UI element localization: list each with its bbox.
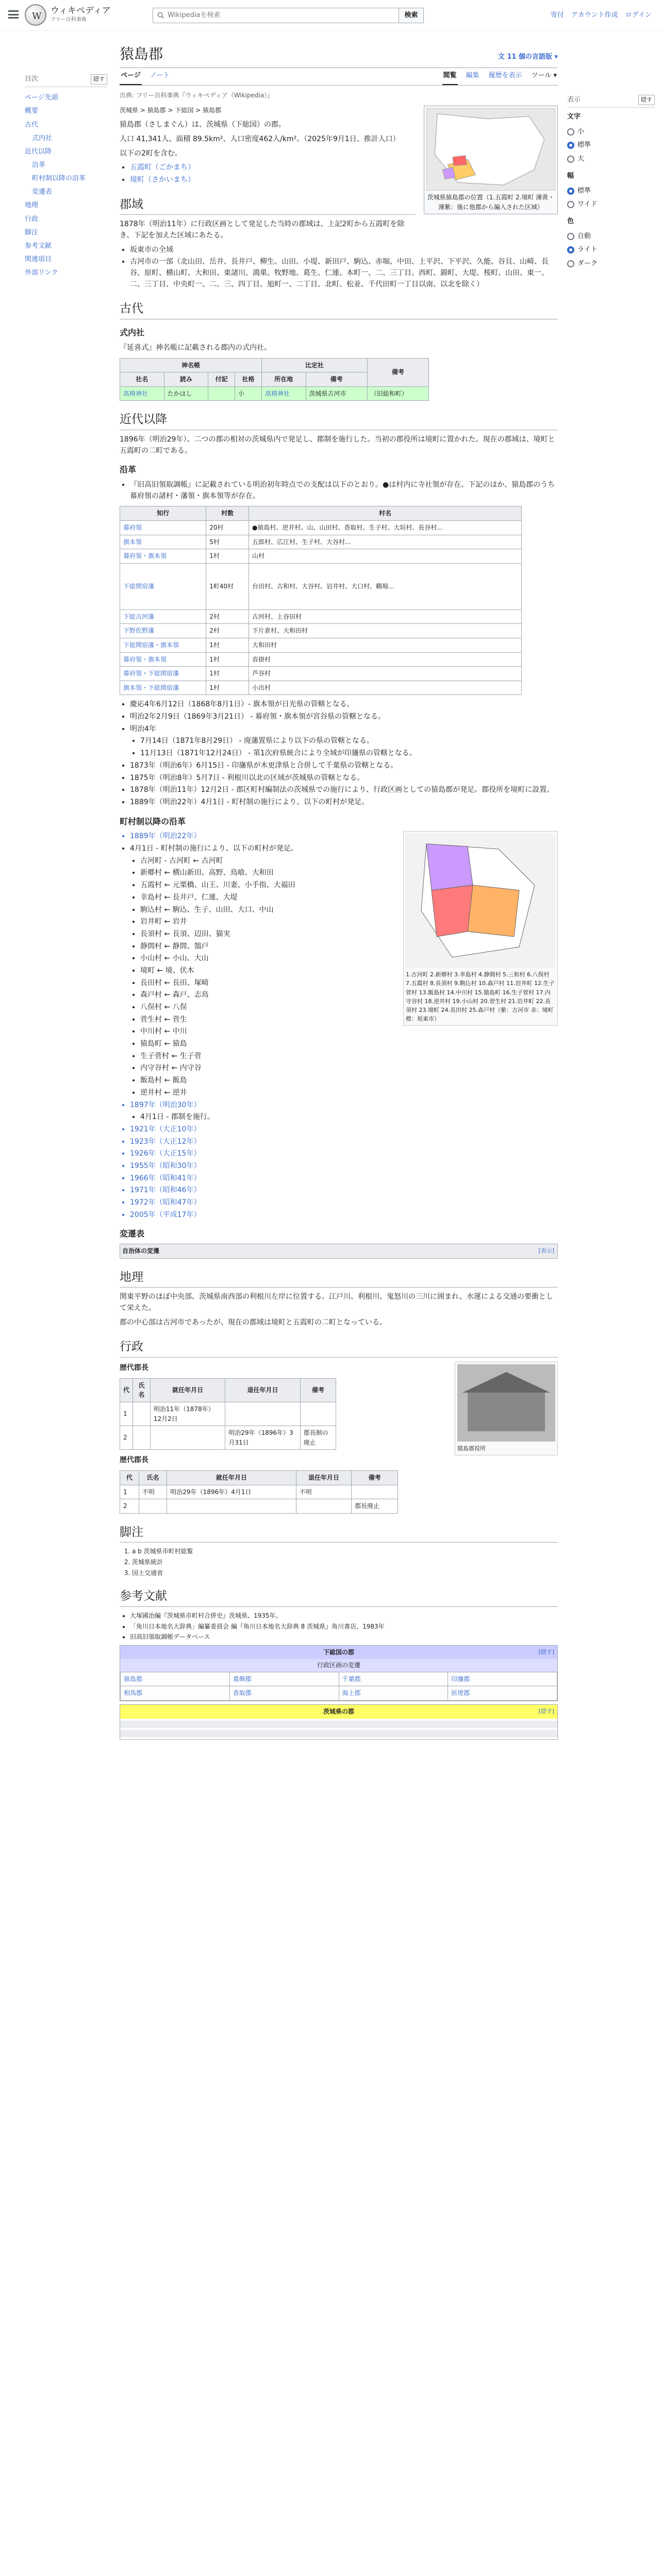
subsection-heading-history: 沿革 bbox=[120, 465, 137, 475]
toc-item-related[interactable]: 関連項目 bbox=[25, 256, 52, 264]
navbox-table bbox=[120, 1672, 557, 1701]
table-row: 2 明治29年（1896年）3月31日 郡長制の廃止 bbox=[120, 1426, 336, 1450]
list-item: • 1889年（明治22年） bbox=[130, 831, 558, 842]
appearance-panel bbox=[567, 93, 655, 270]
list-item: • 慶応4年6月12日（1868年8月1日）- 旗本領が日光県の管轄となる。 bbox=[130, 699, 558, 710]
navbox-ibaraki-title[interactable]: 茨城県の郡 [隠す] bbox=[120, 1705, 557, 1719]
office-photo-caption: 猿島郡役所 bbox=[457, 1445, 486, 1452]
table-header: 所在地 bbox=[261, 372, 306, 387]
table-row: 幕府領 20村 ●猿島村、逆井村、山、山田村、香取村、生子村、大垣村、長谷村... bbox=[120, 521, 522, 535]
table-header: 氏名 bbox=[139, 1471, 167, 1485]
toc-item-admin[interactable]: 行政 bbox=[25, 215, 39, 223]
list-item: • 1966年（昭和41年） bbox=[130, 1173, 558, 1184]
appearance-heading: 表示 隠す bbox=[567, 93, 655, 108]
color-light[interactable]: ライト bbox=[567, 243, 655, 257]
search-placeholder: Wikipediaを検索 bbox=[168, 11, 221, 19]
table-header: 就任年月日 bbox=[167, 1471, 296, 1485]
navbox-ibaraki bbox=[120, 1704, 558, 1740]
list-item: • 7月14日（1871年8月29日） - 廃藩置県により以下の県の管轄となる。 bbox=[140, 736, 558, 747]
list-item: • 逆井村 ← 逆井 bbox=[140, 1088, 558, 1099]
table-header: 備考 bbox=[300, 1378, 336, 1402]
list-item: • 岩井町 ← 岩井 bbox=[140, 917, 558, 928]
list-item: • 1926年（大正15年） bbox=[130, 1148, 558, 1160]
navbox-ibaraki-toggle[interactable]: [隠す] bbox=[538, 1708, 554, 1715]
list-item: 1. a b 茨城県市町村総覧 bbox=[132, 1547, 558, 1556]
tab-read[interactable]: 閲覧 bbox=[442, 71, 458, 85]
list-item: • 1889年（明治22年）4月1日 - 町村制の施行により、以下の町村が発足。 bbox=[130, 797, 558, 808]
main-menu-icon[interactable] bbox=[8, 10, 19, 19]
shikinaisha-text: 『延喜式』神名帳に記載される郡内の式内社。 bbox=[120, 343, 271, 352]
width-wide[interactable]: ワイド bbox=[567, 198, 655, 211]
list-item[interactable]: • 境町（さかいまち） bbox=[130, 175, 558, 186]
location-map[interactable] bbox=[426, 108, 555, 191]
section-heading-admin: 行政 bbox=[120, 1337, 558, 1358]
table-header: 代 bbox=[120, 1471, 139, 1485]
shikinaisha-table bbox=[120, 358, 429, 401]
source-line: 出典: フリー百科事典『ウィキペディア（Wikipedia）』 bbox=[120, 92, 274, 99]
table-row: 1 不明 明治29年（1896年）4月1日 不明 bbox=[120, 1485, 398, 1499]
table-header: 備考 bbox=[367, 358, 428, 386]
list-item: • 1897年（明治30年） bbox=[130, 1100, 558, 1111]
subsection-heading-shikinaisha: 式内社 bbox=[120, 328, 145, 338]
text-size-small[interactable]: 小 bbox=[567, 125, 655, 139]
list-item: • 長須村 ← 長須、辺田、猫実 bbox=[140, 929, 558, 940]
list-item: • 1972年（昭和47年） bbox=[130, 1197, 558, 1209]
list-item: • 坂東市の全域 bbox=[130, 245, 558, 256]
toc-hide-button[interactable]: 隠す bbox=[91, 74, 107, 84]
navbox-title: 下総国の郡 [隠す] bbox=[120, 1646, 557, 1659]
toc-item-ancient[interactable]: 古代 bbox=[25, 121, 39, 129]
list-item: • 飯島村 ← 飯島 bbox=[140, 1075, 558, 1087]
section-heading-geography: 地理 bbox=[120, 1268, 558, 1288]
toc-heading: 目次 隠す bbox=[25, 72, 107, 87]
toc-item-notes[interactable]: 脚注 bbox=[25, 228, 39, 236]
page-tabs bbox=[120, 68, 558, 86]
color-auto[interactable]: 自動 bbox=[567, 230, 655, 243]
globe-icon bbox=[25, 4, 46, 26]
table-header: 備考 bbox=[306, 372, 367, 387]
navbox-row bbox=[120, 1730, 557, 1737]
list-item: • 古河町 - 古河町 ← 古河町 bbox=[140, 856, 558, 867]
login-link[interactable]: ログイン bbox=[625, 11, 652, 19]
chiefs-table-2 bbox=[120, 1470, 398, 1514]
modern-text: 1896年（明治29年）、二つの郡の相対の茨城県内で発足し、郡制を施行した。当初の郡役所は境町に置かれた。現在の郡域は、境町と五霞町の二町である。 bbox=[120, 435, 555, 455]
table-header: 退任年月日 bbox=[225, 1378, 300, 1402]
create-account-link[interactable]: アカウント作成 bbox=[571, 11, 618, 19]
navbox-row bbox=[120, 1721, 557, 1728]
tab-talk[interactable]: ノート bbox=[150, 72, 170, 80]
table-row: 幕府領・下総関宿藩 1村 芦谷村 bbox=[120, 667, 522, 681]
list-item: • 猿島町 ← 猿島 bbox=[140, 1039, 558, 1050]
list-item: • 境町 ← 境、伏木 bbox=[140, 965, 558, 977]
gun-list bbox=[130, 245, 558, 291]
tab-tools[interactable]: ツール ▾ bbox=[531, 72, 557, 80]
toc-item-towns[interactable]: 町村制以降の沿革 bbox=[32, 175, 86, 183]
donate-link[interactable]: 寄付 bbox=[550, 11, 564, 19]
table-header: 村数 bbox=[206, 506, 249, 521]
search-icon bbox=[157, 12, 164, 19]
width-heading: 幅 bbox=[567, 172, 574, 180]
search-form bbox=[153, 8, 424, 23]
search-button[interactable]: 検索 bbox=[399, 8, 424, 23]
list-item: 3. 国土交通省 bbox=[132, 1568, 558, 1578]
list-item: • 1873年（明治6年）6月15日 - 印旛県が木更津県と合併して千葉県の管轄となる。 bbox=[130, 760, 558, 772]
table-header: 氏名 bbox=[133, 1378, 151, 1402]
section-heading-modern: 近代以降 bbox=[120, 410, 558, 430]
table-row: 下野佐野藩 2村 下片倉村、大和田村 bbox=[120, 624, 522, 638]
list-item: • 新郷村 ← 横山新田、高野、鳥喰、大和田 bbox=[140, 868, 558, 879]
table-header: 読み bbox=[164, 372, 208, 387]
table-row: 旗本領 5村 五郎村、広江村、生子村、大谷村... bbox=[120, 535, 522, 549]
appearance-hide-button[interactable]: 隠す bbox=[638, 95, 655, 105]
list-item: 2. 茨城県統計 bbox=[132, 1557, 558, 1567]
toc-item-top[interactable]: ページ先頭 bbox=[25, 94, 58, 102]
domain-table bbox=[120, 506, 522, 695]
user-links bbox=[551, 10, 652, 21]
list-item: • 静間村 ← 静間、鵠戸 bbox=[140, 941, 558, 953]
table-row: 2 郡長廃止 bbox=[120, 1499, 398, 1514]
table-header: 神名帳 bbox=[120, 358, 262, 372]
list-item: • 菅生村 ← 菅生 bbox=[140, 1014, 558, 1026]
tab-history[interactable]: 履歴を表示 bbox=[488, 72, 522, 80]
toc-item-history[interactable]: 沿革 bbox=[32, 161, 46, 170]
color-heading: 色 bbox=[567, 217, 574, 226]
table-row: 幕府領・旗本領 1村 沓掛村 bbox=[120, 652, 522, 667]
list-item: • 4月1日 - 郡制を施行。 bbox=[140, 1112, 558, 1123]
tab-edit[interactable]: 編集 bbox=[466, 72, 479, 80]
intro-text: 猿島郡（さしまぐん）は、茨城県（下総国）の郡。 bbox=[120, 121, 286, 129]
toc-item-refs[interactable]: 参考文献 bbox=[25, 242, 52, 250]
list-item: • 森戸村 ← 森戸、志鳥 bbox=[140, 990, 558, 1001]
list-item: • 1878年（明治11年）12月2日 - 郡区町村編制法の茨城県での施行により、行政区画としての猿島郡が発足。郡役所を境町に設置。 bbox=[130, 785, 558, 796]
geo-text-2: 郡の中心部は古河市であったが、現在の郡域は境町と五霞町の二町となっている。 bbox=[120, 1318, 387, 1327]
main-content bbox=[120, 31, 558, 1743]
list-item: • 生子菅村 ← 生子菅 bbox=[140, 1051, 558, 1062]
wikipedia-logo[interactable] bbox=[25, 4, 111, 26]
list-item: • 小山村 ← 小山、大山 bbox=[140, 953, 558, 964]
site-header bbox=[0, 0, 662, 31]
list-item: • 「角川日本地名大辞典」編纂委員会 編『角川日本地名大辞典 8 茨城県』角川書店、1983年 bbox=[130, 1622, 558, 1632]
town-map-caption: 1.古河町 2.新郷村 3.幸島村 4.静間村 5.三和村 6.八俣村 7.五霞村 8.長須村 9.駒込村 10.森戸村 11.岩井町 12.生子菅村 13.飯島村 14.中川村 15.猿島町 16.生子菅村 17.内守谷村 18.逆井村 19.小山村 20.菅生村 21.岩井町 22.長須村 23.境町 24.長田村 25.森戸村（紫：古河市 赤：境町 橙：坂東市） bbox=[406, 971, 555, 1022]
toc-item-geography[interactable]: 地理 bbox=[25, 201, 39, 210]
category-breadcrumb: 茨城県 > 猿島郡 > 下総国 > 猿島郡 bbox=[120, 106, 222, 114]
sidebar bbox=[25, 72, 107, 280]
sub-intro: 以下の2町を含む。 bbox=[120, 149, 182, 158]
page-title: 猿島郡 文 11 個の言語版 ▾ bbox=[120, 31, 558, 68]
list-item: • 1875年（明治8年）5月7日 - 利根川以北の区域が茨城県の管轄となる。 bbox=[130, 773, 558, 784]
list-item: • 五霞村 ← 元栗橋、山王、川妻、小手指、大福田 bbox=[140, 880, 558, 891]
subsection-heading-towns: 町村制以降の沿革 bbox=[120, 816, 186, 826]
tab-page[interactable]: ページ bbox=[120, 71, 142, 85]
navbox-subtitle: 行政区画の変遷 bbox=[120, 1659, 557, 1672]
list-item: • 1955年（昭和30年） bbox=[130, 1161, 558, 1172]
subsection-heading-changes: 変遷表 bbox=[120, 1229, 145, 1239]
list-item: • 大塚國治編『茨城県市町村合併史』茨城県、1935年。 bbox=[130, 1611, 558, 1621]
list-item: • 1971年（昭和46年） bbox=[130, 1185, 558, 1196]
table-header: 就任年月日 bbox=[150, 1378, 225, 1402]
town-map-image[interactable] bbox=[406, 834, 555, 968]
table-row: 猿島郡 葛飾郡 千葉郡 印旛郡 bbox=[121, 1672, 557, 1686]
table-row: 1 明治11年（1878年）12月2日 bbox=[120, 1402, 336, 1426]
table-header: 付記 bbox=[208, 372, 235, 387]
table-header: 退任年月日 bbox=[296, 1471, 351, 1485]
location-infobox bbox=[424, 106, 558, 214]
table-header: 代 bbox=[120, 1378, 133, 1402]
table-header: 社名 bbox=[120, 372, 164, 387]
navbox-hide-button[interactable]: [隠す] bbox=[538, 1648, 554, 1655]
notes-list bbox=[132, 1547, 558, 1578]
list-item: • 『旧高旧領取調帳』に記載されている明治初年時点での支配は以下のとおり。●は村内に寺社領が存在。下記のほか、猿島郡のうち幕府領の諸村・藩領・旗本領等が存在。 bbox=[130, 480, 558, 502]
table-header: 備考 bbox=[352, 1471, 398, 1485]
list-item: • 中川村 ← 中川 bbox=[140, 1026, 558, 1038]
office-photo-figure bbox=[455, 1362, 558, 1455]
language-button[interactable]: 文 11 個の言語版 ▾ bbox=[498, 53, 558, 61]
text-size-heading: 文字 bbox=[567, 113, 581, 121]
list-item: • 明治2年2月9日（1869年3月21日） - 幕府領・旗本領が宮谷県の管轄となる。 bbox=[130, 711, 558, 723]
table-header: 比定社 bbox=[261, 358, 367, 372]
table-row: 下総関宿藩・旗本領 1村 大和田村 bbox=[120, 638, 522, 653]
section-heading-gun: 郡域 bbox=[120, 195, 416, 215]
list-item: • 4月1日 - 町村制の施行により、以下の町村が発足。 bbox=[130, 843, 558, 855]
table-row: 下総古河藩 2村 古河村、上谷田村 bbox=[120, 609, 522, 624]
subsection-heading-chiefs-2: 歴代郡長 bbox=[120, 1456, 148, 1465]
geo-text-1: 関東平野のほぼ中央部、茨城県南西部の利根川左岸に位置する。江戸川、利根川、鬼怒川の三川に囲まれ、水運による交通の要衝として栄えた。 bbox=[120, 1293, 553, 1313]
list-item: • 2005年（平成17年） bbox=[130, 1210, 558, 1221]
town-map-figure bbox=[403, 831, 558, 1025]
toc-item-overview[interactable]: 概要 bbox=[25, 107, 39, 115]
toc-item-modern[interactable]: 近代以降 bbox=[25, 147, 52, 156]
ibaraki-map-image bbox=[427, 109, 555, 190]
table-header: 社格 bbox=[235, 372, 262, 387]
toc-item-shikinaisha[interactable]: 式内社 bbox=[32, 134, 53, 142]
list-item: • 駒込村 ← 駒込、生子、山田、大口、中山 bbox=[140, 905, 558, 916]
table-row: 高椅神社 たかはし 小 高椅神社 茨城県古河市 （旧総和町） bbox=[120, 386, 429, 401]
list-item: • 11月13日（1871年12月24日） - 第1次府県統合により全域が印旛県の管轄となる。 bbox=[140, 748, 558, 759]
list-item: • 明治4年 bbox=[130, 724, 558, 735]
table-header: 知行 bbox=[120, 506, 206, 521]
history-notes bbox=[130, 699, 558, 808]
list-item: • 1923年（大正12年） bbox=[130, 1137, 558, 1148]
gun-text: 1878年（明治11年）に行政区画として発足した当時の郡域は、上記2町から五霞町を除き、下記を加えた区域にあたる。 bbox=[120, 220, 405, 240]
list-item: • 幸島村 ← 長井戸、仁連、大堤 bbox=[140, 892, 558, 904]
logo-title: ウィキペディア bbox=[51, 5, 111, 16]
navbox-provinces bbox=[120, 1645, 558, 1701]
section-heading-notes: 脚注 bbox=[120, 1523, 558, 1543]
list-item: • 旧高旧領取調帳データベース bbox=[130, 1632, 558, 1642]
expand-button[interactable]: [表示] bbox=[538, 1247, 554, 1255]
toc-item-changes[interactable]: 変遷表 bbox=[32, 188, 53, 196]
width-standard[interactable]: 標準 bbox=[567, 184, 655, 198]
office-photo[interactable] bbox=[457, 1364, 555, 1442]
table-row: 旗本領・下総関宿藩 1村 小出村 bbox=[120, 681, 522, 695]
list-item: • 長田村 ← 長田、塚崎 bbox=[140, 978, 558, 989]
table-row: 下総関宿藩 1町40村 台田村、古和村、大谷村、岩井村、大口村、鶴堀... bbox=[120, 563, 522, 609]
table-row: 幕府領・旗本領 1村 山村 bbox=[120, 549, 522, 564]
list-item: • 八俣村 ← 八俣 bbox=[140, 1002, 558, 1013]
search-input[interactable] bbox=[153, 8, 399, 23]
chiefs-table bbox=[120, 1378, 336, 1450]
logo-tagline: フリー百科事典 bbox=[51, 16, 87, 23]
list-item: • 1921年（大正10年） bbox=[130, 1124, 558, 1136]
infobox-caption: 茨城県猿島郡の位置（1.五霞町 2.境町 薄黄・薄紫：後に他郡から編入された区域） bbox=[427, 193, 555, 211]
subsection-heading-chiefs: 歴代郡長 bbox=[120, 1364, 148, 1372]
list-item: • 古河市の一部（北山田、岳井、長井戸、柳生、山田、小堤、新田戸、駒込、赤堀、中田、上平沢、下平沢、久能、谷貝、山崎、長谷、原町、横山町、大和田、東諸川、鴻巣、牧野地、葛生、仁連、本町一、二、三丁目、西町、錦町、大堤、桜町、山田、東一、二、三丁目、中央町一、二、三、四丁目、旭町一、二丁目、北町、松並、千代田町一丁目以南、以北を除く） bbox=[130, 257, 558, 290]
list-item: • 内守谷村 ← 内守谷 bbox=[140, 1063, 558, 1074]
history-intro-list bbox=[130, 480, 558, 502]
changes-collapsible[interactable]: 自治体の変遷 [表示] bbox=[120, 1244, 558, 1259]
text-size-standard[interactable]: 標準 bbox=[567, 139, 655, 152]
color-dark[interactable]: ダーク bbox=[567, 257, 655, 270]
list-item[interactable]: • 五霞町（ごかまち） bbox=[130, 162, 558, 174]
stats-text: 人口 41,341人、面積 89.5km²、人口密度462人/km²。（2025年9月1日、推計人口） bbox=[120, 134, 400, 143]
section-heading-ancient: 古代 bbox=[120, 299, 558, 319]
table-row: 相馬郡 香取郡 海上郡 匝瑳郡 bbox=[121, 1686, 557, 1701]
toc-item-external[interactable]: 外部リンク bbox=[25, 269, 58, 277]
section-heading-refs: 参考文献 bbox=[120, 1587, 558, 1607]
text-size-large[interactable]: 大 bbox=[567, 152, 655, 166]
refs-list bbox=[130, 1611, 558, 1642]
table-header: 村名 bbox=[249, 506, 521, 521]
